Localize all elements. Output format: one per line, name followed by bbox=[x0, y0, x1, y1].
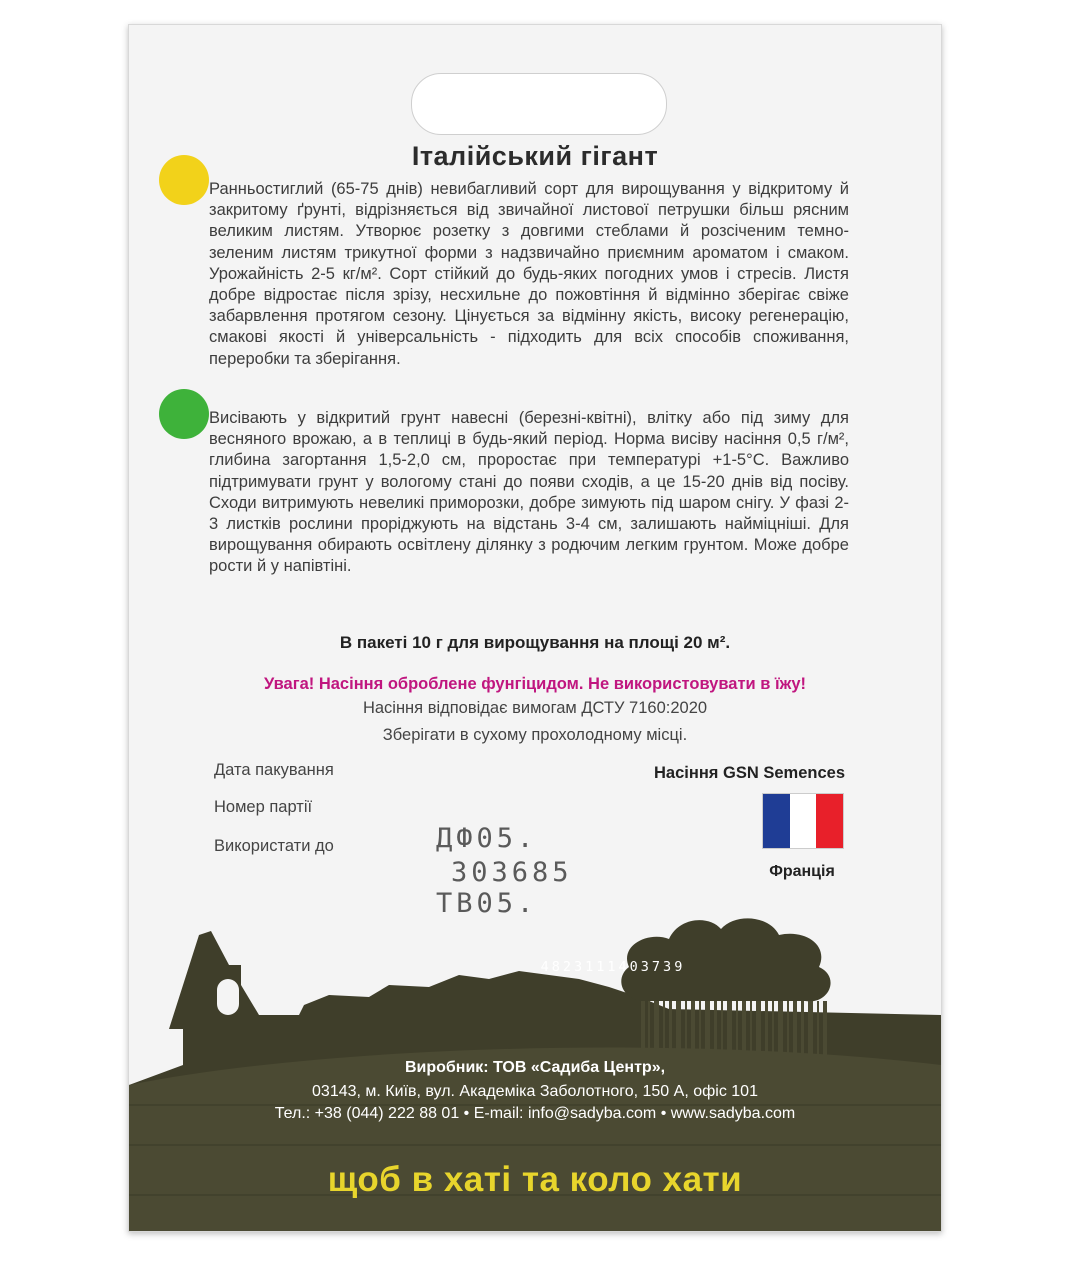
manufacturer-address: 03143, м. Київ, вул. Академіка Заболотного, 150 А, офіс 101 bbox=[312, 1083, 758, 1100]
country-text: Франція bbox=[769, 863, 835, 880]
stamp-batch: 303685 bbox=[451, 857, 573, 888]
batch-label: Номер партії bbox=[214, 798, 313, 816]
seed-packet bbox=[128, 24, 942, 1232]
slogan: щоб в хаті та коло хати bbox=[327, 1160, 743, 1199]
stamp-pack-date: ДФ05. bbox=[436, 823, 538, 854]
stamp-use-by: ТВ05. bbox=[436, 888, 538, 919]
supplier-text: Насіння GSN Semences bbox=[654, 764, 845, 782]
sowing-paragraph: Висівають у відкритий грунт навесні (березні-квітні), влітку або під зиму для весняного врожаю, а в теплиці в будь-який період. Норма висіву насіння 0,5 г/м², глибина загортання 1,5-2,0 см, проростає при температурі +1-5°С. Важливо підтримувати грунт у вологому стані до появи сходів, а це 15-20 днів від посіву. Сходи витримують невеликі приморозки, добре зимують під шаром снігу. У фазі 2-3 листків рослини проріджують на відстань 3-4 см, залишають найміцніші. Для вирощування обирають освітлену ділянку з родючим легким грунтом. Може добре рости й у напівтіні. bbox=[209, 409, 849, 576]
fungicide-warning: Увага! Насіння оброблене фунгіцидом. Не використовувати в їжу! bbox=[263, 675, 807, 693]
manufacturer-name: Виробник: ТОВ «Садиба Центр», bbox=[404, 1059, 666, 1076]
barcode-number: 4823111403739 bbox=[540, 959, 686, 975]
description-paragraph: Ранньостиглий (65-75 днів) невибагливий сорт для вирощування у відкритому й закритому ґрунті, відрізняється від звичайної листової петрушки більш рясним великим листям. Утворює розетку з довгими стеблами й розсіченим темно-зеленим листям трикутної форми з надзвичайно приємним ароматом і смаком. Урожайність 2-5 кг/м². Сорт стійкий до будь-яких погодних умов і стресів. Листя добре відростає після зрізу, несхильне до пожовтіння й відмінно зберігає свіже забарвлення протягом сезону. Цінується за відмінну якість, високу регенерацію, смакові якості й універсальність - підходить для всіх способів споживання, переробки та зберігання. bbox=[209, 180, 849, 368]
product-title: Італійський гігант bbox=[411, 141, 659, 171]
hanger-hole bbox=[411, 73, 667, 135]
pack-date-label: Дата пакування bbox=[214, 761, 334, 779]
yellow-dot-icon bbox=[159, 155, 209, 205]
manufacturer-contacts: Тел.: +38 (044) 222 88 01 • E-mail: info@sadyba.com • www.sadyba.com bbox=[274, 1105, 796, 1122]
france-flag-icon bbox=[762, 793, 844, 849]
green-dot-icon bbox=[159, 389, 209, 439]
packet-weight-text: В пакеті 10 г для вирощування на площі 20 м². bbox=[339, 633, 731, 652]
storage-text: Зберігати в сухому прохолодному місці. bbox=[382, 726, 688, 744]
use-by-label: Використати до bbox=[214, 837, 334, 855]
standard-text: Насіння відповідає вимогам ДСТУ 7160:2020 bbox=[362, 699, 708, 717]
